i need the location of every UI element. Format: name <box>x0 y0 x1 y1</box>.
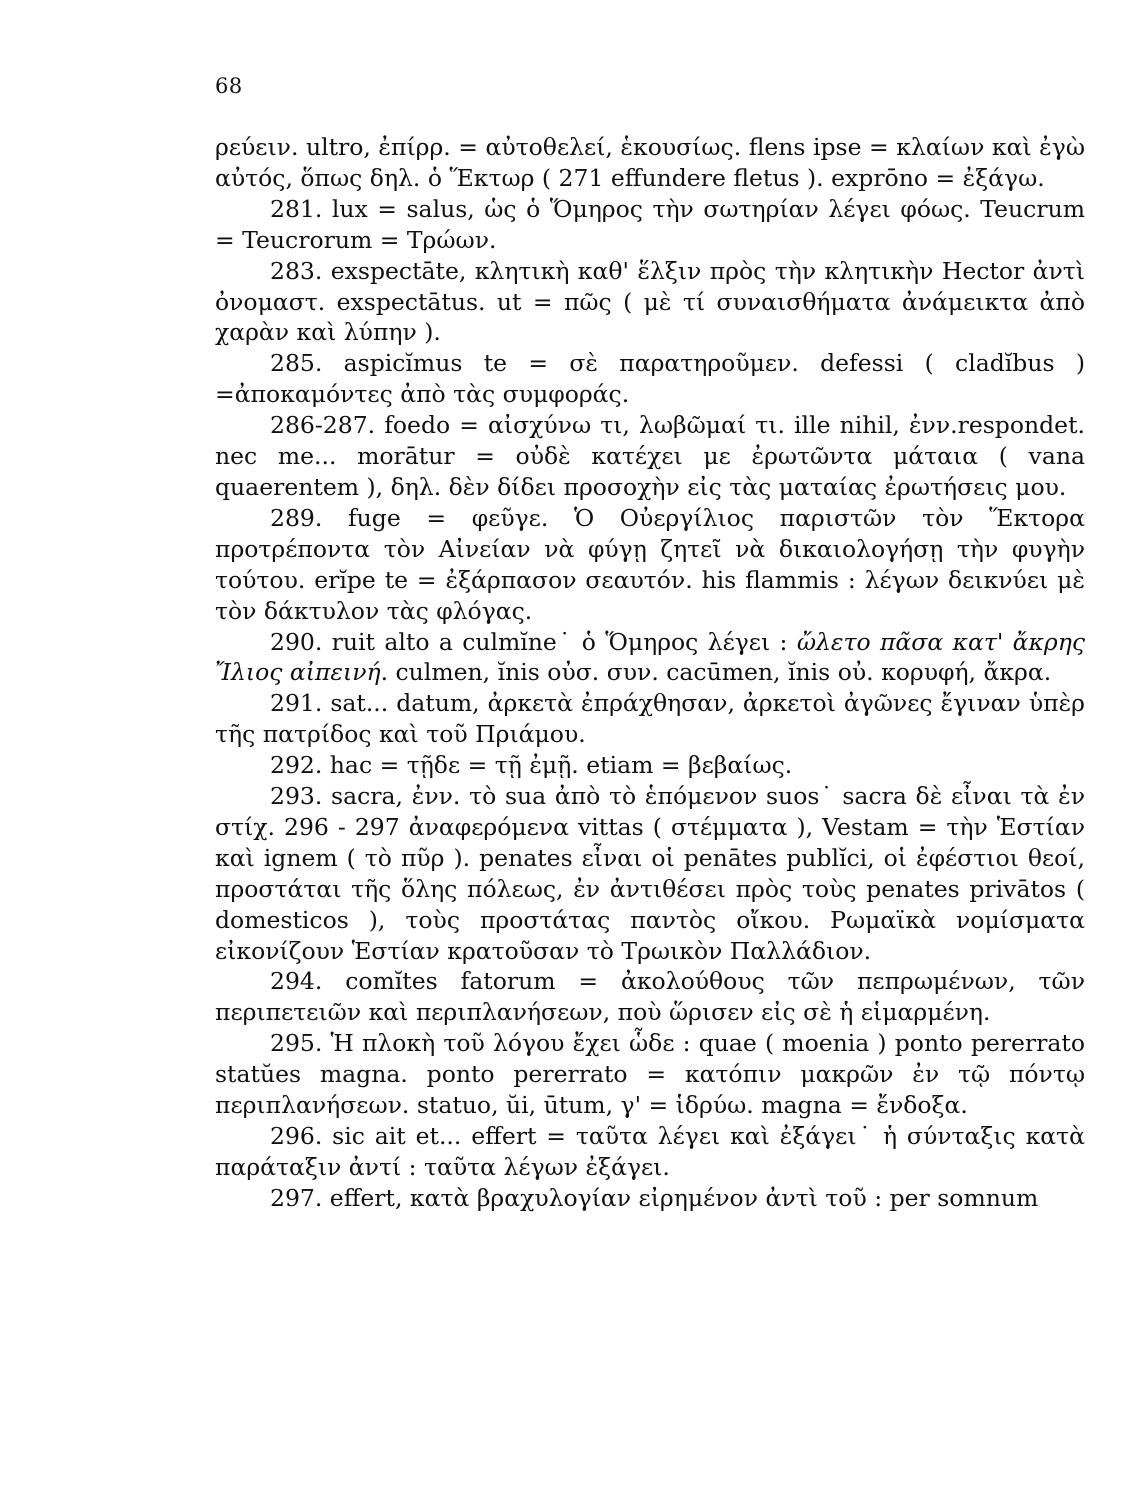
note-281: 281. lux = salus, ὡς ὁ Ὅμηρος τὴν σωτηρίαν λέγει φόως. Teucrum = Teucrorum = Τρώων. <box>215 194 1085 254</box>
note-297: 297. effert, κατὰ βραχυλογίαν εἰρημένον ἀντὶ τοῦ : per somnum <box>270 1183 1039 1212</box>
note-292: 292. hac = τῇδε = τῇ ἐμῇ. etiam = βεβαίως. <box>270 751 793 780</box>
note-293: 293. sacra, ἐνν. τὸ sua ἀπὸ τὸ ἑπόμενον suos˙ sacra δὲ εἶναι τὰ ἐν στίχ. 296 - 297 ἀναφερόμενα vittas ( στέμματα ), Vestam = τὴν Ἑστίαν καὶ ignem ( τὸ πῦρ ). penates εἶναι οἱ penātes publĭci, οἱ ἐφέστιοι θεοί, προστάται τῆς ὅλης πόλεως, ἐν ἀντιθέσει πρὸς τοὺς penates privātos ( domesticos ), τοὺς προστάτας παντὸς οἴκου. Ρωμαϊκὰ νομίσματα εἰκονίζουν Ἑστίαν κρατοῦσαν τὸ Τρωικὸν Παλλάδιον. <box>215 782 1085 965</box>
note-285: 285. aspicĭmus te = σὲ παρατηροῦμεν. defessi ( cladĭbus ) =ἀποκαμόντες ἀπὸ τὰς συμφοράς. <box>215 349 1085 409</box>
commentary-body <box>215 132 1085 1214</box>
note-294: 294. comĭtes fatorum = ἀκολούθους τῶν πεπρωμένων, τῶν περιπετειῶν καὶ περιπλανήσεων, ποὺ ὥρισεν εἰς σὲ ἡ εἱμαρμένη. <box>215 967 1085 1027</box>
note-291: 291. sat... datum, ἀρκετὰ ἐπράχθησαν, ἀρκετοὶ ἀγῶνες ἔγιναν ὑπὲρ τῆς πατρίδος καὶ τοῦ Πριάμου. <box>215 689 1085 749</box>
note-283: 283. exspectāte, κλητικὴ καθ' ἕλξιν πρὸς τὴν κλητικὴν Hector ἀντὶ ὀνομαστ. exspectātus. ut = πῶς ( μὲ τί συναισθήματα ἀνάμεικτα ἀπὸ χαρὰν καὶ λύπην ). <box>215 256 1085 347</box>
note-290: 290. ruit alto a culmĭne˙ ὁ Ὅμηρος λέγει : ὤλετο πᾶσα κατ' ἄκρης Ἴλιος αἰπεινή. culmen, ĭnis οὐσ. συν. cacūmen, ĭnis οὐ. κορυφή, ἄκρα. <box>215 627 1085 687</box>
note-286-287: 286-287. foedo = αἰσχύνω τι, λωβῶμαί τι. ille nihil, ἐνν.respondet. nec me... morātur = οὐδὲ κατέχει με ἐρωτῶντα μάταια ( vana quaerentem ), δηλ. δὲν δίδει προσοχὴν εἰς τὰς ματαίας ἐρωτήσεις μου. <box>215 411 1085 501</box>
note-289: 289. fuge = φεῦγε. Ὁ Οὐεργίλιος παριστῶν τὸν Ἕκτορα προτρέποντα τὸν Αἰνείαν νὰ φύγῃ ζητεῖ νὰ δικαιολογήσῃ τὴν φυγὴν τούτου. erĭpe te = ἐξάρπασον σεαυτόν. his flammis : λέγων δεικνύει μὲ τὸν δάκτυλον τὰς φλόγας. <box>215 503 1085 625</box>
page-number: 68 <box>215 74 243 98</box>
paragraph-continuation: ρεύειν. ultro, ἐπίρρ. = αὐτοθελεί, ἑκουσίως. flens ipse = κλαίων καὶ ἐγὼ αὐτός, ὅπως δηλ. ὁ Ἕκτωρ ( 271 effundere fletus ). exprōno = ἐξάγω. <box>215 133 1085 192</box>
note-296: 296. sic ait et... effert = ταῦτα λέγει καὶ ἐξάγει˙ ἡ σύνταξις κατὰ παράταξιν ἀντί : ταῦτα λέγων ἐξάγει. <box>215 1122 1085 1181</box>
homer-quote: ὤλετο πᾶσα κατ' ἄκρης Ἴλιος αἰπεινή <box>215 627 1085 687</box>
note-295: 295. Ἡ πλοκὴ τοῦ λόγου ἔχει ὧδε : quae ( moenia ) ponto pererrato statŭes magna. ponto pererrato = κατόπιν μακρῶν ἐν τῷ πόντῳ περιπλανήσεων. statuo, ŭi, ūtum, γ' = ἱδρύω. magna = ἔνδοξα. <box>215 1029 1085 1120</box>
